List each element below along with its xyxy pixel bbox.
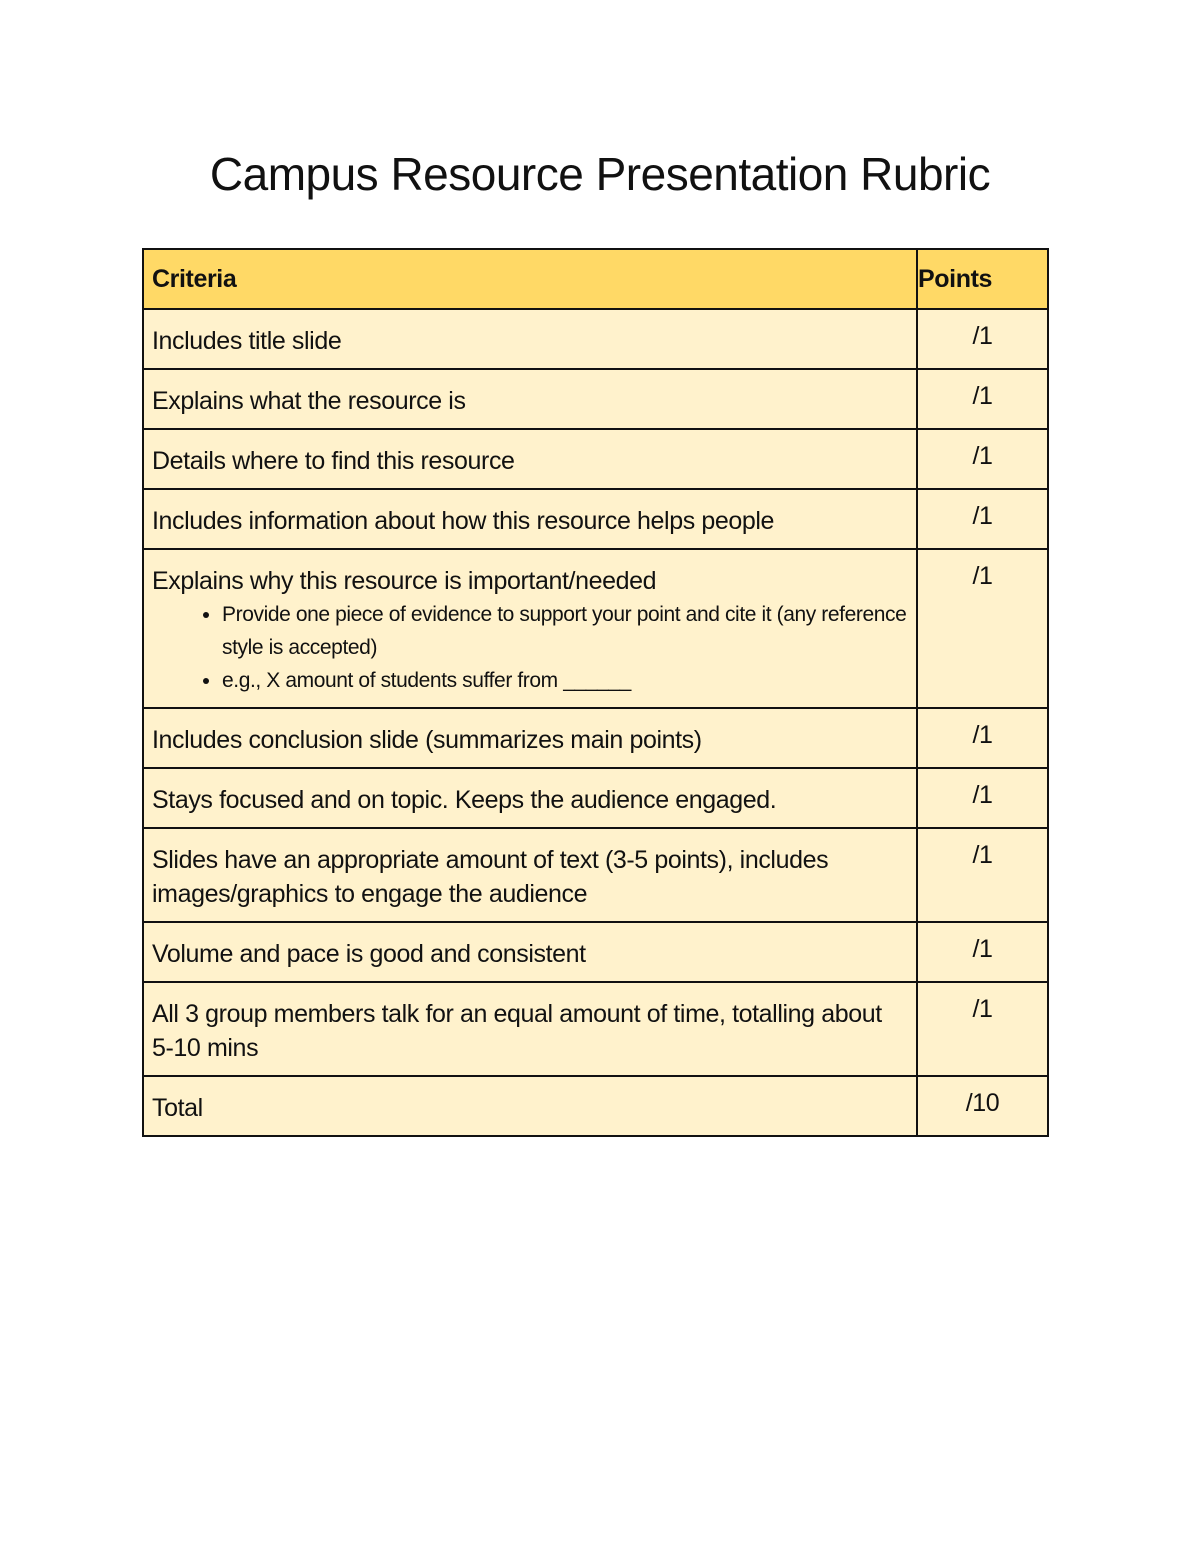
criteria-cell — [143, 549, 917, 708]
criteria-bullet: • e.g., X amount of students suffer from ______ — [222, 664, 908, 697]
criteria-header: Criteria — [143, 249, 917, 309]
points-cell: /1 — [917, 828, 1048, 922]
table-row — [143, 429, 1048, 489]
table-row — [143, 489, 1048, 549]
table-row — [143, 768, 1048, 828]
table-header-row — [143, 249, 1048, 309]
criteria-cell: Includes information about how this resource helps people — [143, 489, 917, 549]
table-row — [143, 922, 1048, 982]
points-cell: /1 — [917, 549, 1048, 708]
criteria-cell: Stays focused and on topic. Keeps the audience engaged. — [143, 768, 917, 828]
points-cell: /1 — [917, 708, 1048, 768]
total-row — [143, 1076, 1048, 1136]
total-label: Total — [143, 1076, 917, 1136]
table-row — [143, 309, 1048, 369]
points-cell: /1 — [917, 309, 1048, 369]
table-row — [143, 828, 1048, 922]
table-row — [143, 369, 1048, 429]
criteria-cell: Includes conclusion slide (summarizes main points) — [143, 708, 917, 768]
points-cell: /1 — [917, 982, 1048, 1076]
criteria-bullet: • Provide one piece of evidence to support your point and cite it (any reference style is accepted) — [222, 598, 908, 664]
rubric-table — [142, 248, 1049, 1137]
points-header: Points — [917, 249, 1048, 309]
points-cell: /1 — [917, 768, 1048, 828]
criteria-bullet-list — [152, 598, 908, 697]
total-points: /10 — [917, 1076, 1048, 1136]
criteria-cell: Includes title slide — [143, 309, 917, 369]
points-cell: /1 — [917, 489, 1048, 549]
criteria-cell: Explains what the resource is — [143, 369, 917, 429]
table-row — [143, 549, 1048, 708]
table-row — [143, 982, 1048, 1076]
table-row — [143, 708, 1048, 768]
criteria-cell: Details where to find this resource — [143, 429, 917, 489]
criteria-cell: Slides have an appropriate amount of text (3-5 points), includes images/graphics to engage the audience — [143, 828, 917, 922]
criteria-cell: Volume and pace is good and consistent — [143, 922, 917, 982]
criteria-cell: All 3 group members talk for an equal amount of time, totalling about 5-10 mins — [143, 982, 917, 1076]
page-title: Campus Resource Presentation Rubric — [209, 148, 991, 200]
points-cell: /1 — [917, 429, 1048, 489]
points-cell: /1 — [917, 922, 1048, 982]
criteria-text: Explains why this resource is important/needed — [152, 567, 657, 595]
points-cell: /1 — [917, 369, 1048, 429]
